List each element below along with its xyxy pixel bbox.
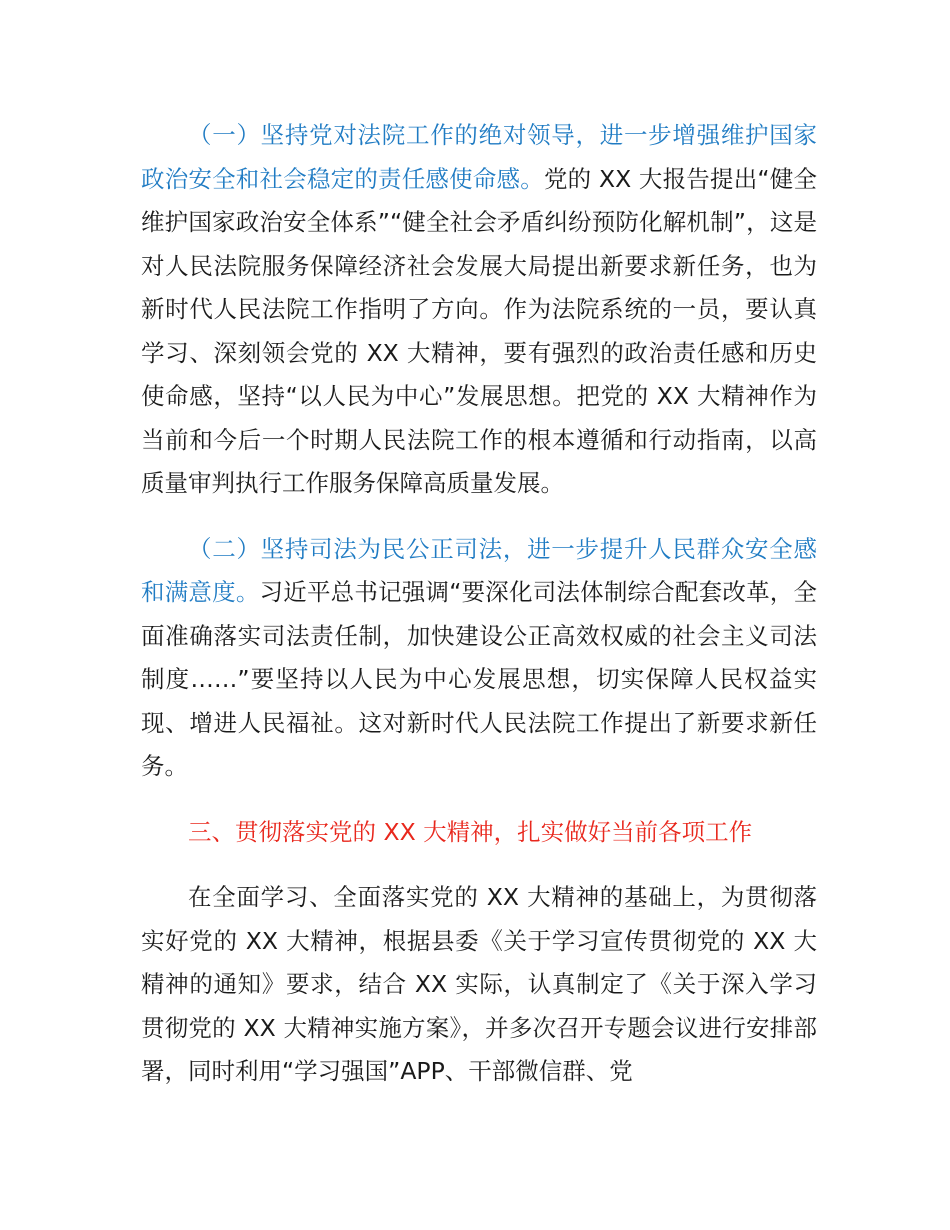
paragraph-1-heading: （一）坚持党对法院工作的绝对领导，进一步增强维护国家政治安全和社会稳定的责任感使命感。 (141, 121, 817, 193)
paragraph-2-text: 习近平总书记强调“要深化司法体制综合配套改革，全面准确落实司法责任制，加快建设公正高效权威的社会主义司法制度……”要坚持以人民为中心发展思想，切实保障人民权益实现、增进人民福祉。这对新时代人民法院工作提出了新要求新任务。 (141, 578, 817, 780)
paragraph-1-text: 党的 XX 大报告提出“健全维护国家政治安全体系”“健全社会矛盾纠纷预防化解机制”，这是对人民法院服务保障经济社会发展大局提出新要求新任务，也为新时代人民法院工作指明了方向。作为法院系统的一员，要认真学习、深刻领会党的 XX 大精神，要有强烈的政治责任感和历史使命感，坚持“以人民为中心”发展思想。把党的 XX 大精神作为当前和今后一个时期人民法院工作的根本遵循和行动指南，以高质量审判执行工作服务保障高质量发展。 (141, 164, 817, 497)
document-body (141, 114, 817, 1094)
section-title: 三、贯彻落实党的 XX 大精神，扎实做好当前各项工作 (188, 817, 753, 846)
paragraph-2-heading: （二）坚持司法为民公正司法，进一步提升人民群众安全感和满意度。 (141, 534, 817, 606)
paragraph-2 (141, 528, 817, 789)
paragraph-1 (141, 114, 817, 506)
paragraph-3: 在全面学习、全面落实党的 XX 大精神的基础上，为贯彻落实好党的 XX 大精神，根据县委《关于学习宣传贯彻党的 XX 大精神的通知》要求，结合 XX 实际，认真制定了《关于深入学习贯彻党的 XX 大精神实施方案》，并多次召开专题会议进行安排部署，同时利用“学习强国”APP、干部微信群、党 (141, 883, 817, 1085)
